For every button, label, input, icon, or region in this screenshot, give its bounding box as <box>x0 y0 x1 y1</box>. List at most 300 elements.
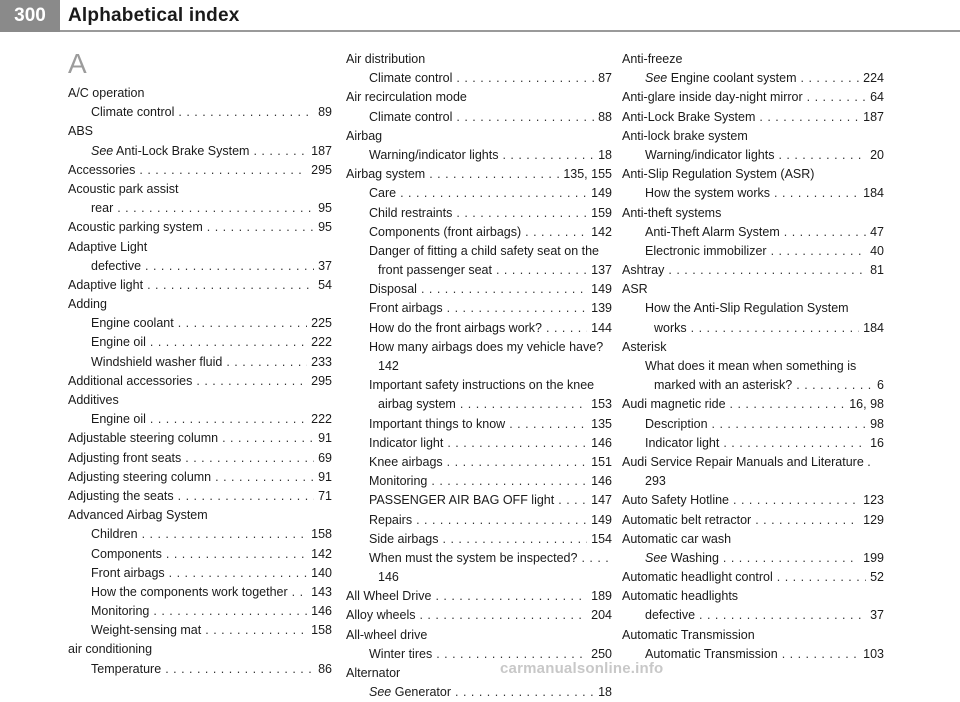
leader-dots <box>699 606 866 625</box>
index-entry-label: How the system works <box>645 186 771 201</box>
index-entry-label: Climate control <box>369 109 453 124</box>
index-entry-label: front passenger seat <box>378 263 492 278</box>
index-entry <box>68 276 332 295</box>
index-entry <box>346 127 612 146</box>
index-entry <box>622 606 884 625</box>
index-entry-label: PASSENGER AIR BAG OFF light <box>369 493 555 508</box>
see-reference: See <box>91 143 114 158</box>
index-entry <box>346 491 612 510</box>
leader-dots <box>733 491 859 510</box>
index-entry <box>622 88 884 107</box>
see-reference: See <box>369 685 392 700</box>
page-reference: 89 <box>318 105 332 120</box>
index-entry <box>622 299 884 318</box>
page-reference: 224 <box>863 71 884 86</box>
index-entry-label: 146 <box>378 570 399 585</box>
index-entry <box>622 108 884 127</box>
page-number: 300 <box>14 5 46 26</box>
index-entry-label: Temperature <box>91 661 162 676</box>
leader-dots <box>178 314 307 333</box>
index-entry-label: rear <box>91 201 114 216</box>
page-reference: 91 <box>318 469 332 484</box>
index-entry <box>346 223 612 242</box>
index-entry <box>622 453 884 472</box>
page-title: Alphabetical index <box>68 5 240 26</box>
page-reference: 143 <box>311 584 332 599</box>
index-entry <box>68 487 332 506</box>
page-reference: 18 <box>598 685 612 700</box>
leader-dots <box>150 333 307 352</box>
index-entry-label: Anti-glare inside day-night mirror <box>622 90 803 105</box>
page-reference: 149 <box>591 512 612 527</box>
leader-dots <box>431 472 587 491</box>
index-entry <box>622 472 884 491</box>
index-entry-label: Alloy wheels <box>346 608 416 623</box>
index-entry <box>346 261 612 280</box>
index-entry-label: Automatic car wash <box>622 531 732 546</box>
index-entry <box>346 50 612 69</box>
index-entry-label: 142 <box>378 359 399 373</box>
leader-dots <box>456 204 587 223</box>
leader-dots <box>226 353 307 372</box>
index-entry <box>68 161 332 180</box>
index-entry-label: Adding <box>68 297 107 312</box>
page-reference: 140 <box>311 565 332 580</box>
leader-dots <box>215 468 314 487</box>
leader-dots <box>691 319 859 338</box>
leader-dots <box>730 395 846 414</box>
page-reference: 222 <box>311 335 332 350</box>
index-entry <box>622 319 884 338</box>
index-entry <box>622 530 884 549</box>
leader-dots <box>755 511 859 530</box>
index-entry-label: Engine oil <box>91 412 146 427</box>
index-entry <box>346 242 612 261</box>
index-entry-label: Air distribution <box>346 52 426 66</box>
page-reference: 184 <box>863 320 884 335</box>
index-entry <box>346 626 612 645</box>
index-entry-label: Automatic belt retractor <box>622 512 752 527</box>
page-reference: 250 <box>591 646 612 661</box>
index-entry <box>622 395 884 414</box>
index-column-1 <box>68 84 332 679</box>
index-entry-label: defective <box>91 258 142 273</box>
index-entry-label: Repairs <box>369 512 413 527</box>
index-entry <box>68 122 332 141</box>
index-entry <box>622 165 884 184</box>
index-entry <box>68 199 332 218</box>
index-entry-label: Adjusting the seats <box>68 488 174 503</box>
index-entry-label: air conditioning <box>68 642 153 657</box>
index-entry <box>346 108 612 127</box>
leader-dots <box>166 545 307 564</box>
page-reference: 149 <box>591 186 612 201</box>
index-entry-label: Auto Safety Hotline <box>622 493 730 508</box>
page-reference: 225 <box>311 316 332 331</box>
index-entry <box>622 549 884 568</box>
leader-dots <box>771 242 867 261</box>
page-reference: 37 <box>870 608 884 623</box>
index-entry-label: Audi Service Repair Manuals and Literature . <box>622 454 871 469</box>
page-reference: 16 <box>870 435 884 450</box>
leader-dots <box>205 621 307 640</box>
page-reference: 86 <box>318 661 332 676</box>
page-reference: 142 <box>311 546 332 561</box>
index-entry-label <box>645 69 797 88</box>
index-entry <box>68 602 332 621</box>
index-entry-label: Monitoring <box>369 474 428 489</box>
leader-dots <box>447 434 587 453</box>
index-entry <box>68 468 332 487</box>
header-divider <box>60 30 960 32</box>
index-entry <box>346 88 612 107</box>
index-entry <box>68 525 332 544</box>
page-reference: 47 <box>870 224 884 239</box>
index-entry <box>622 491 884 510</box>
index-entry-label: Anti-lock brake system <box>622 128 748 143</box>
index-entry-label: Additives <box>68 393 119 407</box>
page-reference: 135, 155 <box>563 167 612 182</box>
leader-dots <box>178 103 314 122</box>
index-entry-label: ASR <box>622 282 648 297</box>
index-entry-label: Components <box>91 546 162 561</box>
leader-dots <box>165 660 314 679</box>
page-reference: 158 <box>311 623 332 638</box>
index-entry-label: ABS <box>68 124 94 139</box>
page-reference: 146 <box>591 435 612 450</box>
page-reference: 123 <box>863 493 884 508</box>
index-entry-label: Advanced Airbag System <box>68 508 208 523</box>
page-reference: 184 <box>863 186 884 201</box>
index-entry <box>622 415 884 434</box>
page-reference: 95 <box>318 201 332 216</box>
index-entry-label: Audi magnetic ride <box>622 397 726 412</box>
index-entry-label: Anti-theft systems <box>622 205 722 220</box>
index-entry-label: Electronic immobilizer <box>645 243 767 258</box>
index-entry <box>346 549 612 568</box>
leader-dots <box>447 299 587 318</box>
leader-dots <box>807 88 866 107</box>
index-entry-label: Child restraints <box>369 205 453 220</box>
section-letter: A <box>68 48 87 79</box>
page-reference: 6 <box>877 378 884 393</box>
index-entry <box>622 184 884 203</box>
leader-dots <box>558 491 587 510</box>
index-entry-label: Engine oil <box>91 335 146 350</box>
index-entry-label: Airbag <box>346 128 383 143</box>
page-reference: 40 <box>870 243 884 258</box>
index-entry-label: What does it mean when something is <box>645 359 857 373</box>
page-reference: 129 <box>863 512 884 527</box>
leader-dots <box>456 108 594 127</box>
index-entry-label: Climate control <box>91 105 175 120</box>
index-entry <box>622 626 884 645</box>
page-reference: 18 <box>598 147 612 162</box>
index-entry <box>68 238 332 257</box>
index-entry-label: Children <box>91 527 138 542</box>
index-entry-label <box>369 683 451 702</box>
page-reference: 146 <box>591 474 612 489</box>
index-entry <box>346 280 612 299</box>
leader-dots <box>460 395 587 414</box>
index-entry-text: Washing <box>670 550 719 565</box>
page-reference: 137 <box>591 263 612 278</box>
leader-dots <box>222 429 314 448</box>
index-entry <box>622 434 884 453</box>
index-entry-label: When must the system be inspected? <box>369 550 578 565</box>
leader-dots <box>153 602 307 621</box>
index-entry-label: How do the front airbags work? <box>369 320 543 335</box>
index-entry <box>68 545 332 564</box>
index-entry <box>68 564 332 583</box>
index-entry-label <box>91 142 249 161</box>
leader-dots <box>416 511 587 530</box>
page-reference: 91 <box>318 431 332 446</box>
index-entry-label: How many airbags does my vehicle have? <box>369 339 604 354</box>
index-entry-label: Climate control <box>369 71 453 86</box>
index-entry-label: 293 <box>645 474 666 489</box>
index-entry <box>346 587 612 606</box>
page-reference: 146 <box>311 604 332 619</box>
page-reference: 37 <box>318 258 332 273</box>
index-entry-label: Automatic headlights <box>622 589 739 604</box>
page-reference: 54 <box>318 277 332 292</box>
page-reference: 52 <box>870 570 884 585</box>
page-reference: 135 <box>591 416 612 431</box>
index-entry-label: Knee airbags <box>369 454 443 469</box>
index-entry-label: Monitoring <box>91 604 150 619</box>
index-entry-label: Ashtray <box>622 263 665 278</box>
page-reference: 64 <box>870 90 884 105</box>
page-reference: 142 <box>591 224 612 239</box>
page-reference: 71 <box>318 488 332 503</box>
leader-dots <box>668 261 866 280</box>
index-entry <box>622 69 884 88</box>
index-entry <box>346 357 612 376</box>
index-entry <box>622 280 884 299</box>
leader-dots <box>185 449 314 468</box>
index-entry-label: Automatic Transmission <box>622 627 755 642</box>
index-entry-label: Anti-Theft Alarm System <box>645 224 780 239</box>
index-entry-label: Important safety instructions on the knee <box>369 378 595 393</box>
leader-dots <box>421 280 587 299</box>
index-entry <box>346 606 612 625</box>
leader-dots <box>419 606 587 625</box>
leader-dots <box>150 410 307 429</box>
leader-dots <box>169 564 307 583</box>
leader-dots <box>777 568 866 587</box>
index-entry <box>622 242 884 261</box>
page-reference: 187 <box>863 109 884 124</box>
leader-dots <box>178 487 314 506</box>
leader-dots <box>502 146 594 165</box>
index-entry-text: Anti-Lock Brake System <box>116 143 250 158</box>
page-number-tab <box>0 0 60 32</box>
index-entry-label: Anti-Lock Brake System <box>622 109 756 124</box>
index-entry <box>68 391 332 410</box>
page-reference: 199 <box>863 550 884 565</box>
page-reference: 159 <box>591 205 612 220</box>
leader-dots <box>525 223 587 242</box>
index-entry-label: Front airbags <box>91 565 165 580</box>
index-entry-label: Adjusting front seats <box>68 450 182 465</box>
index-entry <box>622 511 884 530</box>
index-entry-label: Components (front airbags) <box>369 224 522 239</box>
leader-dots <box>142 525 308 544</box>
index-entry-label: Adaptive Light <box>68 239 148 254</box>
see-reference: See <box>645 71 668 86</box>
index-entry-label: Acoustic park assist <box>68 181 179 196</box>
leader-dots <box>447 453 587 472</box>
index-entry-label: Airbag system <box>346 167 426 182</box>
page-reference: 295 <box>311 162 332 177</box>
leader-dots <box>456 69 594 88</box>
leader-dots <box>712 415 867 434</box>
leader-dots <box>784 223 866 242</box>
leader-dots <box>292 583 308 602</box>
index-entry <box>346 184 612 203</box>
page-reference: 233 <box>311 354 332 369</box>
index-entry-label: Anti-Slip Regulation System (ASR) <box>622 167 815 182</box>
index-entry <box>622 376 884 395</box>
index-entry-label: marked with an asterisk? <box>654 378 793 393</box>
leader-dots <box>546 319 587 338</box>
index-entry <box>622 587 884 606</box>
index-entry-label: works <box>654 320 687 335</box>
index-entry-label: How the Anti-Slip Regulation System <box>645 301 849 316</box>
index-entry <box>346 511 612 530</box>
index-entry <box>68 142 332 161</box>
index-entry-text: Engine coolant system <box>670 71 797 86</box>
index-entry <box>622 568 884 587</box>
page-reference: 87 <box>598 71 612 86</box>
index-entry-label: All-wheel drive <box>346 627 428 642</box>
index-entry-label: Care <box>369 186 397 201</box>
leader-dots <box>496 261 587 280</box>
page-reference: 95 <box>318 220 332 235</box>
leader-dots <box>253 142 307 161</box>
index-entry <box>346 165 612 184</box>
index-entry <box>68 621 332 640</box>
index-entry <box>68 449 332 468</box>
see-reference: See <box>645 550 668 565</box>
index-entry <box>68 372 332 391</box>
page-reference: 144 <box>591 320 612 335</box>
page-reference: 295 <box>311 373 332 388</box>
index-entry-label: Adjustable steering column <box>68 431 219 446</box>
index-entry-label: Warning/indicator lights <box>369 147 499 162</box>
page-reference: 16, 98 <box>849 397 884 412</box>
index-entry <box>346 319 612 338</box>
index-column-2 <box>346 50 612 702</box>
index-entry-label: Acoustic parking system <box>68 220 203 235</box>
page-reference: 204 <box>591 608 612 623</box>
index-entry <box>622 223 884 242</box>
page-reference: 149 <box>591 282 612 297</box>
page-reference: 153 <box>591 397 612 412</box>
index-entry <box>68 640 332 659</box>
index-entry <box>68 295 332 314</box>
index-entry <box>68 180 332 199</box>
leader-dots <box>796 376 873 395</box>
index-entry-label: Additional accessories <box>68 373 193 388</box>
leader-dots <box>429 165 559 184</box>
page-reference: 88 <box>598 109 612 124</box>
index-entry <box>68 353 332 372</box>
index-entry-label: Disposal <box>369 282 417 297</box>
index-entry <box>622 50 884 69</box>
index-entry-label: Anti-freeze <box>622 52 683 66</box>
leader-dots <box>778 146 866 165</box>
index-entry-label: Indicator light <box>369 435 444 450</box>
leader-dots <box>207 218 314 237</box>
page-reference: 189 <box>591 589 612 604</box>
page-reference: 222 <box>311 412 332 427</box>
index-entry <box>346 376 612 395</box>
index-entry-label: Important things to know <box>369 416 506 431</box>
index-entry-label: Adjusting steering column <box>68 469 212 484</box>
page-reference: 20 <box>870 147 884 162</box>
index-entry <box>68 429 332 448</box>
leader-dots <box>455 683 594 702</box>
page-reference: 81 <box>870 263 884 278</box>
watermark: carmanualsonline.info <box>500 660 664 677</box>
index-entry <box>622 146 884 165</box>
index-entry-label: Air recirculation mode <box>346 90 467 105</box>
index-entry <box>346 568 612 587</box>
page-reference: 158 <box>311 527 332 542</box>
index-entry <box>346 69 612 88</box>
index-entry-label: How the components work together <box>91 584 288 599</box>
index-entry-text: Generator <box>394 685 452 700</box>
index-entry <box>346 415 612 434</box>
index-entry-label: Winter tires <box>369 646 433 661</box>
leader-dots <box>400 184 587 203</box>
index-entry-label: Asterisk <box>622 339 667 354</box>
index-entry <box>622 338 884 357</box>
index-entry <box>346 683 612 702</box>
index-entry-label: Warning/indicator lights <box>645 147 775 162</box>
index-entry <box>68 333 332 352</box>
page-reference: 98 <box>870 416 884 431</box>
leader-dots <box>759 108 859 127</box>
index-entry-label: Adaptive light <box>68 277 144 292</box>
index-entry <box>68 506 332 525</box>
leader-dots <box>774 184 859 203</box>
leader-dots <box>723 434 866 453</box>
page-reference: 103 <box>863 646 884 661</box>
index-entry-label: Windshield washer fluid <box>91 354 223 369</box>
index-entry <box>622 204 884 223</box>
index-entry-label: All Wheel Drive <box>346 589 432 604</box>
index-entry <box>346 453 612 472</box>
index-entry-label: Automatic Transmission <box>645 646 778 661</box>
leader-dots <box>117 199 314 218</box>
index-entry-label: Description <box>645 416 708 431</box>
index-entry-label <box>645 549 719 568</box>
index-entry <box>346 338 612 357</box>
leader-dots <box>509 415 587 434</box>
index-entry-label: Accessories <box>68 162 136 177</box>
index-entry-label: airbag system <box>378 397 456 412</box>
page-reference: 69 <box>318 450 332 465</box>
index-entry-label: Side airbags <box>369 531 439 546</box>
index-column-3 <box>622 50 884 664</box>
page-reference: 151 <box>591 454 612 469</box>
index-entry <box>346 204 612 223</box>
page-reference: 187 <box>311 143 332 158</box>
index-entry <box>68 410 332 429</box>
